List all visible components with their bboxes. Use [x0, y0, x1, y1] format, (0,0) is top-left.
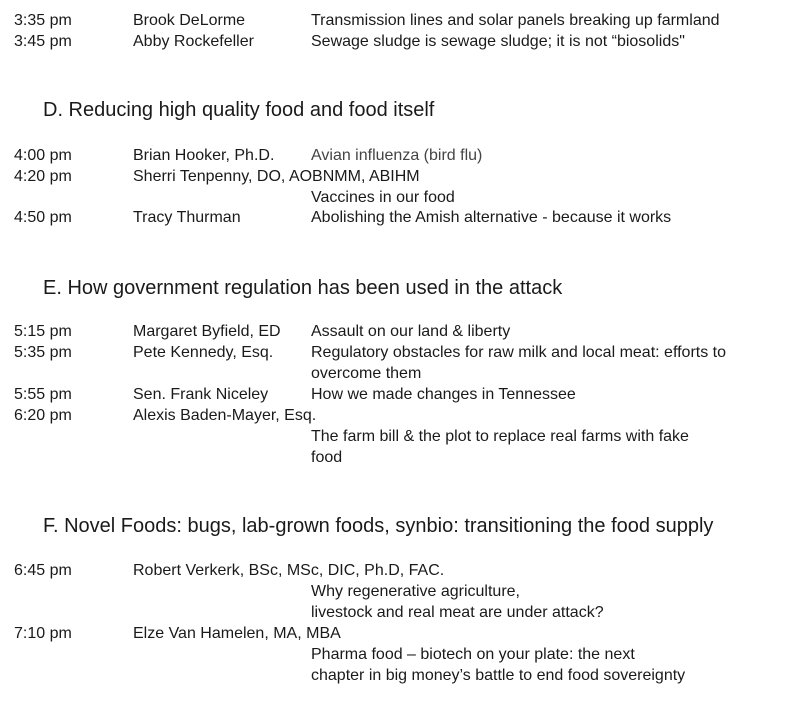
agenda-speaker: Pete Kennedy, Esq. — [133, 344, 274, 361]
agenda-time: 4:50 pm — [14, 209, 72, 226]
section-heading: D. Reducing high quality food and food itself — [43, 99, 435, 121]
agenda-talk-title-continued: chapter in big money’s battle to end food sovereignty — [311, 667, 686, 684]
agenda-talk-title-continued: livestock and real meat are under attack? — [311, 604, 604, 621]
agenda-talk-title-continued: food — [311, 449, 343, 466]
agenda-talk-title: Vaccines in our food — [311, 189, 455, 206]
agenda-speaker: Tracy Thurman — [133, 209, 241, 226]
agenda-speaker: Sen. Frank Niceley — [133, 386, 269, 403]
agenda-speaker: Alexis Baden-Mayer, Esq. — [133, 407, 317, 424]
agenda-time: 3:35 pm — [14, 12, 72, 29]
agenda-time: 5:15 pm — [14, 323, 72, 340]
agenda-speaker: Margaret Byfield, ED — [133, 323, 281, 340]
agenda-speaker: Sherri Tenpenny, DO, AOBNMM, ABIHM — [133, 168, 420, 185]
agenda-talk-title: Regulatory obstacles for raw milk and local meat: efforts to — [311, 344, 726, 361]
agenda-speaker: Brian Hooker, Ph.D. — [133, 147, 275, 164]
agenda-talk-title-continued: overcome them — [311, 365, 422, 382]
agenda-time: 6:45 pm — [14, 562, 72, 579]
agenda-speaker: Brook DeLorme — [133, 12, 246, 29]
agenda-talk-title: Why regenerative agriculture, — [311, 583, 520, 600]
agenda-talk-title: The farm bill & the plot to replace real farms with fake — [311, 428, 689, 445]
agenda-talk-title: Assault on our land & liberty — [311, 323, 511, 340]
section-heading: E. How government regulation has been used in the attack — [43, 277, 563, 299]
agenda-talk-title: Pharma food – biotech on your plate: the next — [311, 646, 635, 663]
agenda-time: 4:20 pm — [14, 168, 72, 185]
agenda-speaker: Elze Van Hamelen, MA, MBA — [133, 625, 341, 642]
agenda-time: 4:00 pm — [14, 147, 72, 164]
agenda-speaker: Robert Verkerk, BSc, MSc, DIC, Ph.D, FAC. — [133, 562, 445, 579]
agenda-speaker: Abby Rockefeller — [133, 33, 254, 50]
agenda-time: 3:45 pm — [14, 33, 72, 50]
agenda-time: 7:10 pm — [14, 625, 72, 642]
agenda-time: 6:20 pm — [14, 407, 72, 424]
agenda-time: 5:55 pm — [14, 386, 72, 403]
agenda-time: 5:35 pm — [14, 344, 72, 361]
agenda-talk-title: Transmission lines and solar panels breaking up farmland — [311, 12, 720, 29]
agenda-talk-title: Abolishing the Amish alternative - because it works — [311, 209, 672, 226]
agenda-talk-title: Sewage sludge is sewage sludge; it is not “biosolids" — [311, 33, 685, 50]
section-heading: F. Novel Foods: bugs, lab-grown foods, synbio: transitioning the food supply — [43, 515, 714, 537]
agenda-talk-title: Avian influenza (bird flu) — [311, 147, 483, 164]
agenda-talk-title: How we made changes in Tennessee — [311, 386, 576, 403]
